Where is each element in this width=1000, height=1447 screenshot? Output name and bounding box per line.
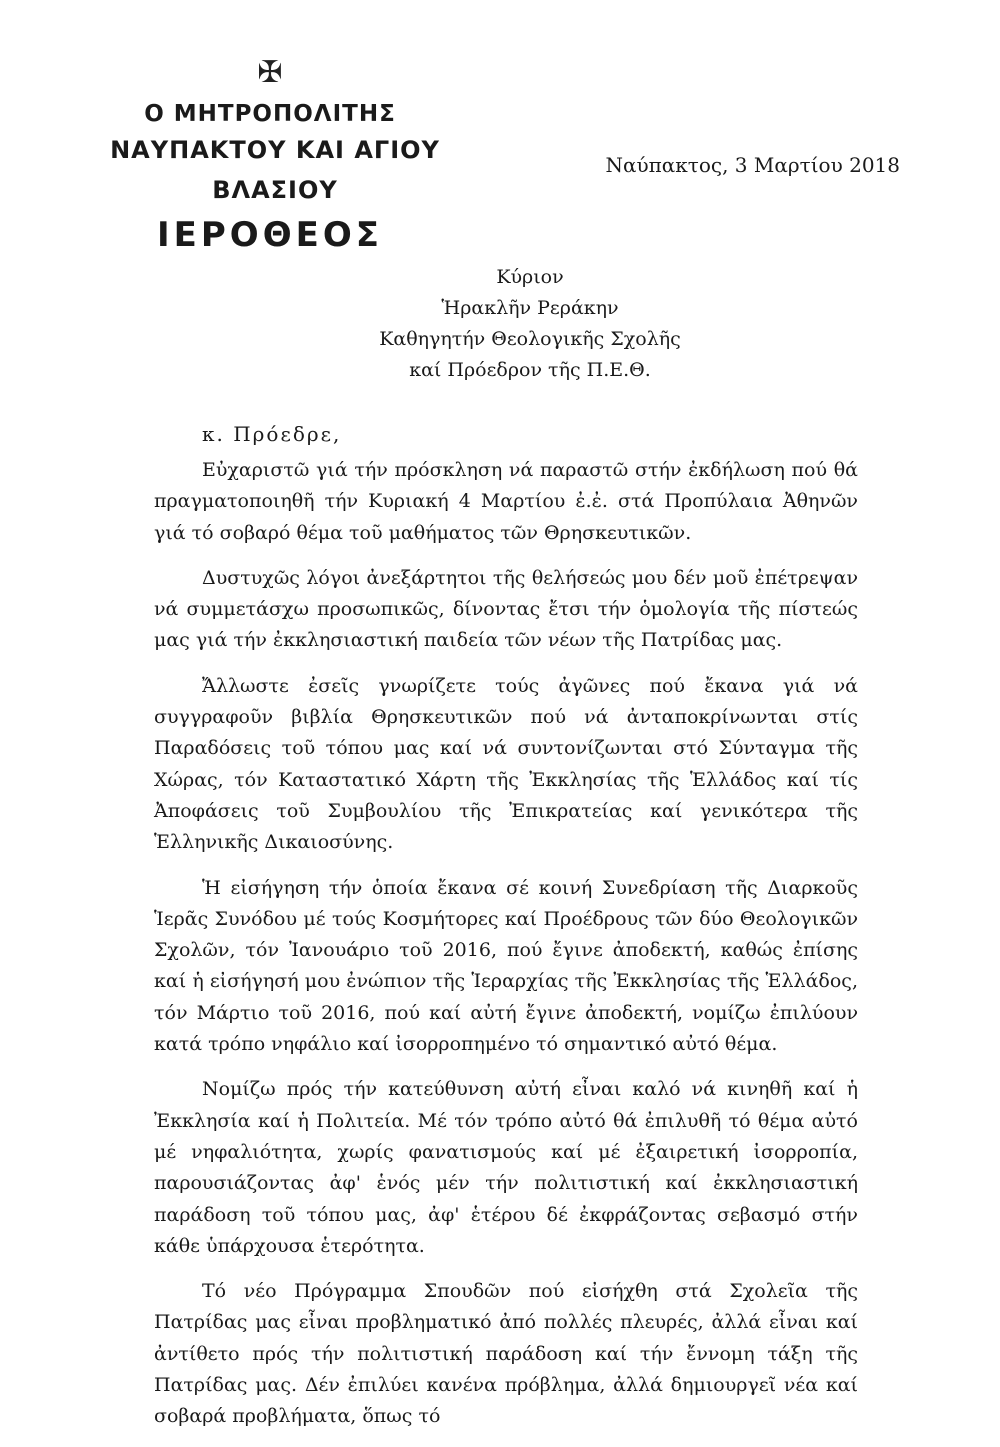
body-paragraph: Ἄλλωστε ἐσεῖς γνωρίζετε τούς ἀγῶνες πού ἔκανα γιά νά συγγραφοῦν βιβλία Θρησκευτικῶν πού νά ἀνταποκρίνωνται στίς Παραδόσεις τοῦ τόπου μας καί νά συντονίζωνται στό Σύνταγμα τῆς Χώρας, τόν Καταστατικό Χάρτη τῆς Ἐκκλησίας τῆς Ἑλλάδος καί τίς Ἀποφάσεις τοῦ Συμβουλίου τῆς Ἐπικρατείας καί γενικότερα τῆς Ἑλληνικῆς Δικαιοσύνης. [154,674,858,854]
body-paragraph: Ἡ εἰσήγηση τήν ὁποία ἔκανα σέ κοινή Συνεδρίαση τῆς Διαρκοῦς Ἱερᾶς Συνόδου μέ τούς Κοσμήτορες καί Προέδρους τῶν δύο Θεολογικῶν Σχολῶν, τόν Ἰανουάριο τοῦ 2016, πού ἔγινε ἀποδεκτή, καθώς ἐπίσης καί ἡ εἰσήγησή μου ἐνώπιον τῆς Ἱεραρχίας τῆς Ἐκκλησίας τῆς Ἑλλάδος, τόν Μάρτιο τοῦ 2016, πού καί αὐτή ἔγινε ἀποδεκτή, νομίζω ἐπιλύουν κατά τρόπο νηφάλιο καί ἰσορροπημένο τό σημαντικό αὐτό θέμα. [154,876,858,1056]
cross-icon: ✠ [257,55,283,90]
recipient-line: καί Πρόεδρον τῆς Π.Ε.Θ. [409,359,651,381]
recipient-line: Κύριον [496,266,564,288]
recipient-block [330,262,730,386]
letterhead [100,55,450,260]
body-paragraph: Εὐχαριστῶ γιά τήν πρόσκληση νά παραστῶ στήν ἐκδήλωση πού θά πραγματοποιηθῆ τήν Κυριακή 4 Μαρτίου ἐ.ἐ. στά Προπύλαια Ἀθηνῶν γιά τό σοβαρό θέμα τοῦ μαθήματος τῶν Θρησκευτικῶν. [154,459,858,544]
body-paragraph: Νομίζω πρός τήν κατεύθυνση αὐτή εἶναι καλό νά κινηθῆ καί ἡ Ἐκκλησία καί ἡ Πολιτεία. Μέ τόν τρόπο αὐτό θά ἐπιλυθῆ τό θέμα αὐτό μέ νηφαλιότητα, χωρίς φανατισμούς καί μέ ἐξαιρετική ἰσορροπία, παρουσιάζοντας ἀφ' ἑνός μέν τήν πολιτιστική καί ἐκκλησιαστική παράδοση τοῦ τόπου μας, ἀφ' ἑτέρου δέ ἐκφράζοντας σεβασμό στήν κάθε ὑπάρχουσα ἑτερότητα. [154,1078,858,1257]
place-date: Ναύπακτος, 3 Μαρτίου 2018 [605,153,900,177]
recipient-line: Καθηγητήν Θεολογικῆς Σχολῆς [379,328,681,350]
salutation: κ. Πρόεδρε, [202,422,342,446]
letterhead-name: ΙΕΡΟΘΕΟΣ [157,215,383,255]
letter-body [154,455,858,1447]
body-paragraph: Δυστυχῶς λόγοι ἀνεξάρτητοι τῆς θελήσεώς μου δέν μοῦ ἐπέτρεψαν νά συμμετάσχω προσωπικῶς, δίνοντας ἔτσι τήν ὁμολογία τῆς πίστεώς μας γιά τήν ἐκκλησιαστική παιδεία τῶν νέων τῆς Πατρίδας μας. [154,566,858,652]
recipient-line: Ἡρακλῆν Ρεράκην [441,297,619,319]
letterhead-title: Ο ΜΗΤΡΟΠΟΛΙΤΗΣ [144,101,396,127]
letterhead-see: ΝΑΥΠΑΚΤΟΥ ΚΑΙ ΑΓΙΟΥ ΒΛΑΣΙΟΥ [110,136,440,204]
body-paragraph: Τό νέο Πρόγραμμα Σπουδῶν πού εἰσήχθη στά Σχολεῖα τῆς Πατρίδας μας εἶναι προβληματικό ἀπό πολλές πλευρές, ἀλλά εἶναι καί ἀντίθετο πρός τήν πολιτιστική παράδοση καί τήν ἔννομη τάξη τῆς Πατρίδας μας. Δέν ἐπιλύει κανένα πρόβλημα, ἀλλά δημιουργεῖ νέα καί σοβαρά προβλήματα, ὅπως τό [154,1280,858,1428]
